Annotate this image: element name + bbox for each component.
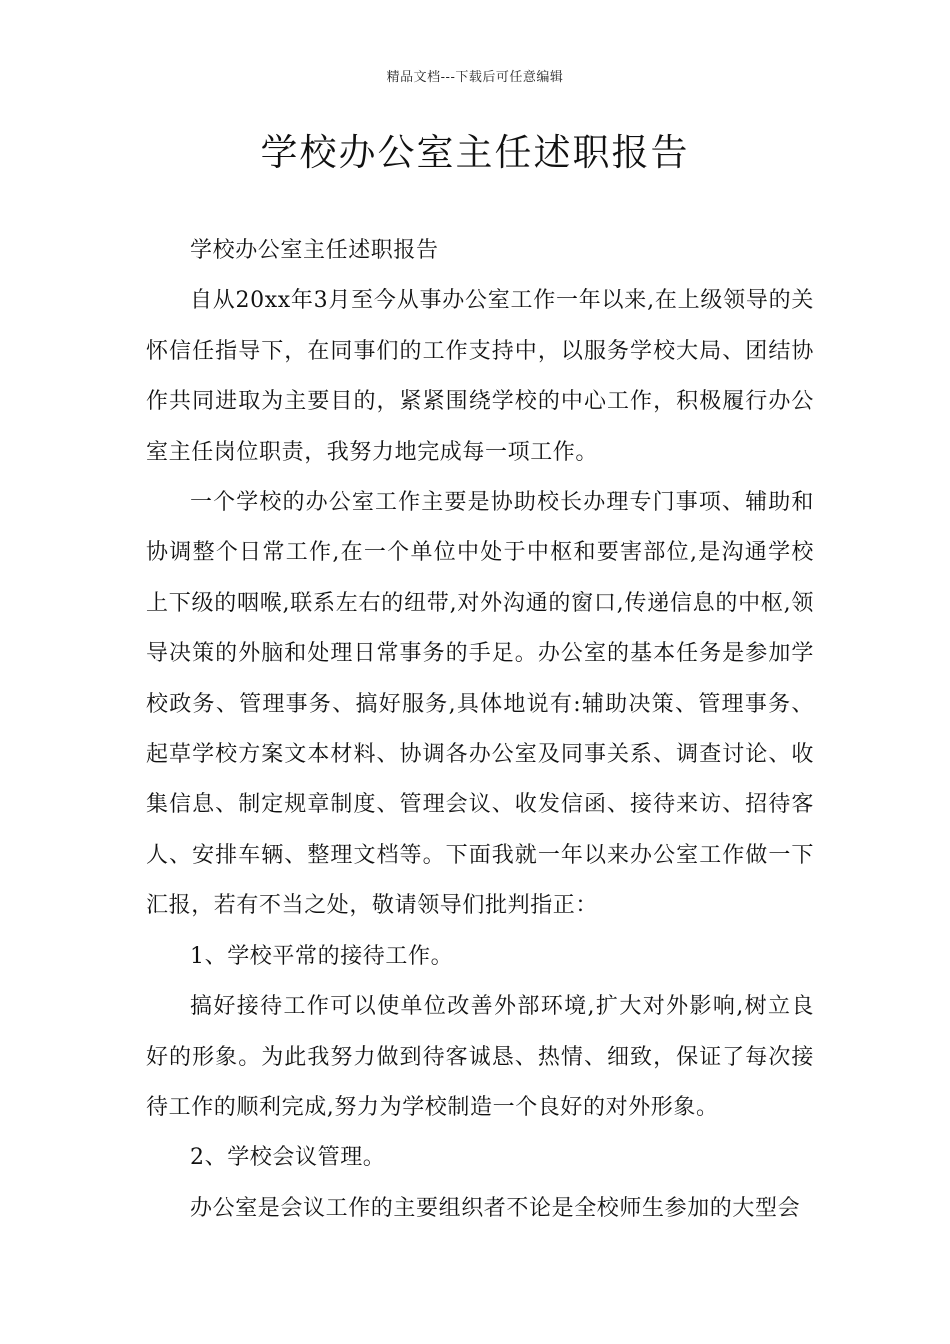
paragraph-duties: 一个学校的办公室工作主要是协助校长办理专门事项、辅助和协调整个日常工作,在一个单位中处于中枢和要害部位,是沟通学校上下级的咽喉,联系左右的纽带,对外沟通的窗口,传递信息的中枢,领导决策的外脑和处理日常事务的手足。办公室的基本任务是参加学校政务、管理事务、搞好服务,具体地说有:辅助决策、管理事务、起草学校方案文本材料、协调各办公室及同事关系、调查讨论、收集信息、制定规章制度、管理会议、收发信函、接待来访、招待客人、安排车辆、整理文档等。下面我就一年以来办公室工作做一下汇报，若有不当之处，敬请领导们批判指正： [146, 490, 814, 919]
section-heading-meetings: 2、学校会议管理。 [190, 1145, 386, 1171]
document-body [146, 226, 814, 1234]
header-note: 精品文档---下载后可任意编辑 [386, 70, 564, 85]
document-title: 学校办公室主任述职报告 [260, 131, 690, 174]
paragraph-reception: 搞好接待工作可以使单位改善外部环境,扩大对外影响,树立良好的形象。为此我努力做到待客诚恳、热情、细致，保证了每次接待工作的顺利完成,努力为学校制造一个良好的对外形象。 [146, 994, 814, 1120]
paragraph-intro: 自从20xx年3月至今从事办公室工作一年以来,在上级领导的关怀信任指导下，在同事们的工作支持中，以服务学校大局、团结协作共同进取为主要目的，紧紧围绕学校的中心工作，积极履行办公室主任岗位职责，我努力地完成每一项工作。 [146, 288, 814, 465]
paragraph-meetings: 办公室是会议工作的主要组织者不论是全校师生参加的大型会 [190, 1195, 801, 1221]
section-heading-reception: 1、学校平常的接待工作。 [190, 943, 454, 969]
paragraph-subtitle: 学校办公室主任述职报告 [190, 238, 439, 263]
